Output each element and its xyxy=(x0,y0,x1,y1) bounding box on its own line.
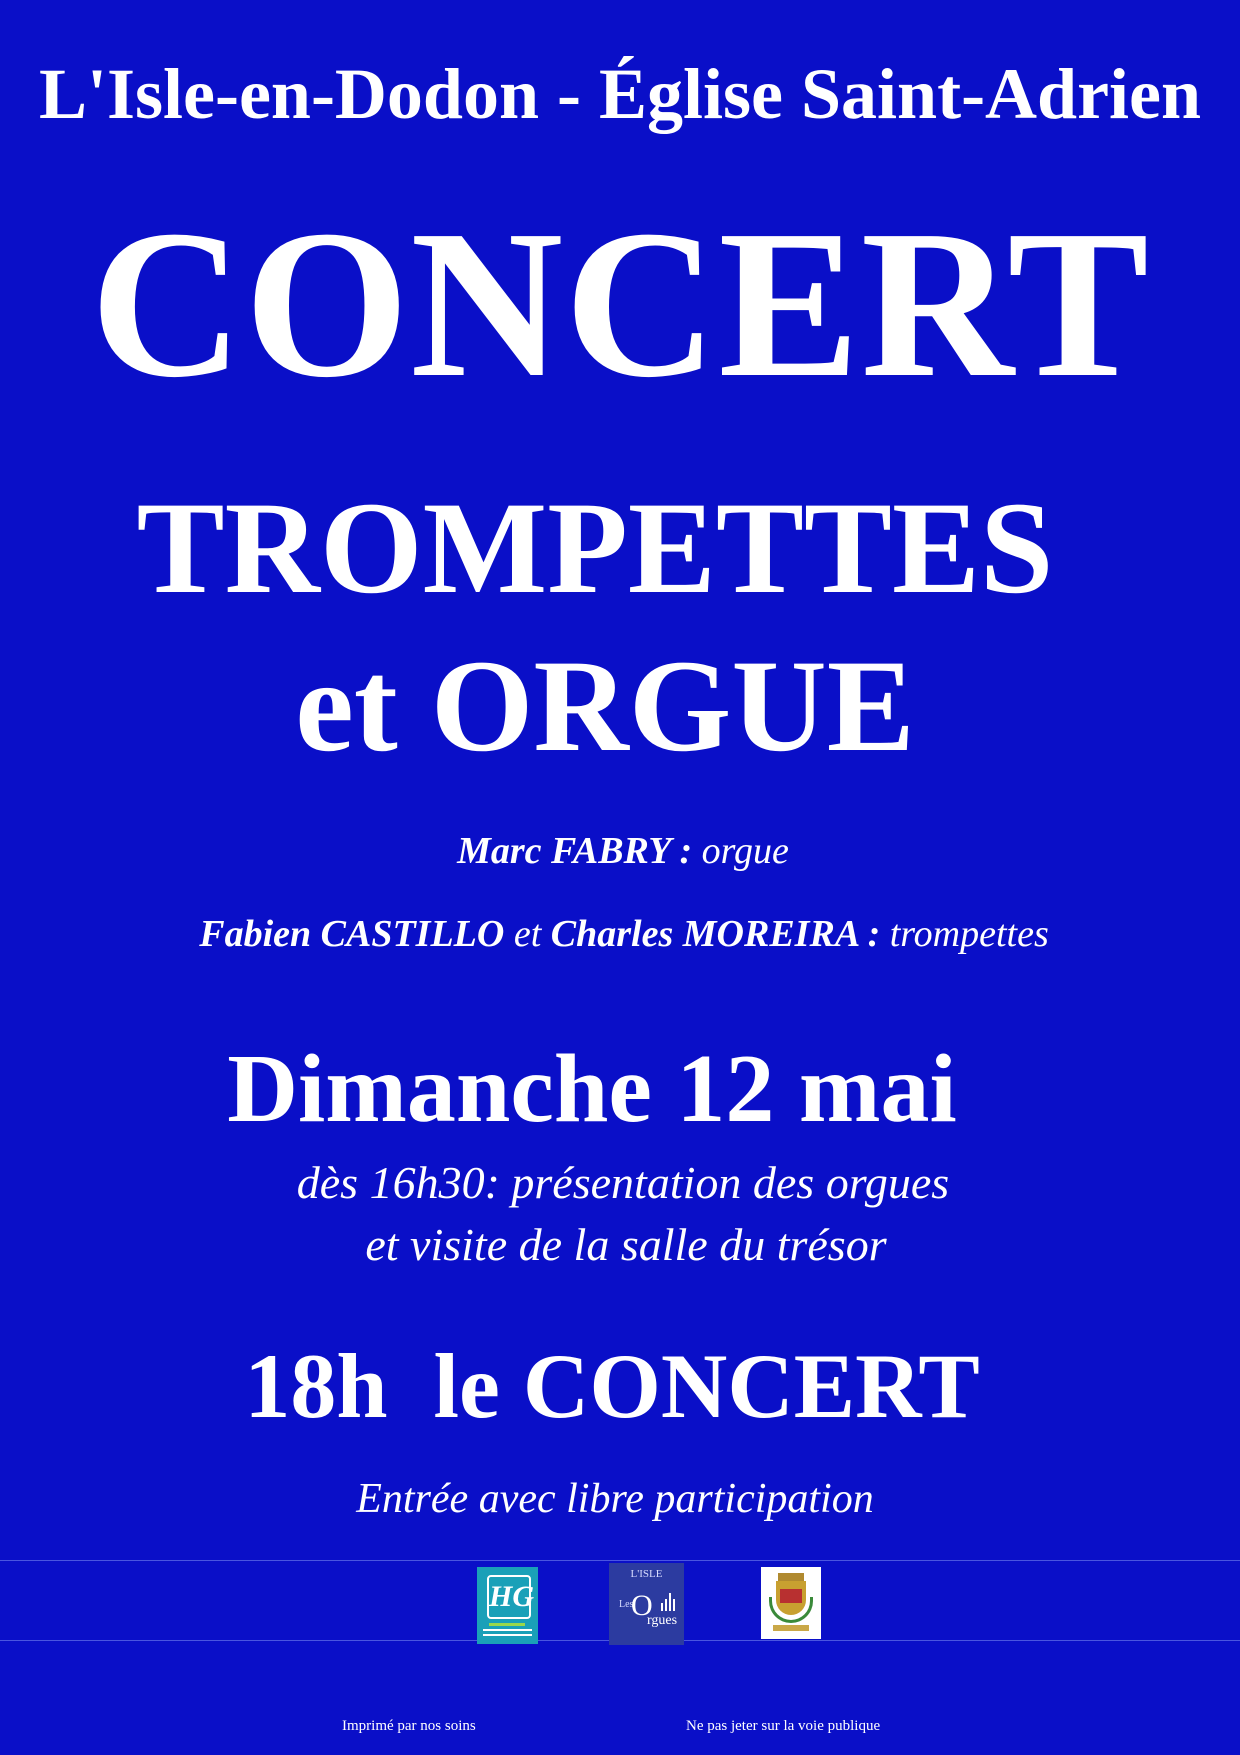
performer-organist xyxy=(3,832,1240,870)
organist-role: orgue xyxy=(692,830,789,872)
organist-name: Marc FABRY : xyxy=(457,830,693,872)
haute-garonne-logo xyxy=(477,1567,538,1644)
organ-pipes-icon xyxy=(661,1593,677,1611)
hg-logo-text-lines xyxy=(483,1629,532,1631)
event-date: Dimanche 12 mai xyxy=(227,1035,957,1143)
crest-banner xyxy=(773,1625,809,1631)
presentation-line-1: dès 16h30: présentation des orgues xyxy=(296,1157,950,1208)
footer-printed-note: Imprimé par nos soins xyxy=(342,1718,476,1734)
trumpeter-1-name: Fabien CASTILLO xyxy=(199,913,505,955)
town-crest-logo xyxy=(761,1567,821,1639)
entry-info: Entrée avec libre participation xyxy=(356,1476,874,1522)
headline: CONCERT xyxy=(90,186,1150,421)
program-line-1: TROMPETTES xyxy=(136,474,1054,621)
les-orgues-logo xyxy=(609,1563,684,1645)
presentation-line-2: et visite de la salle du trésor xyxy=(365,1219,887,1270)
hg-logo-mark: HG xyxy=(487,1575,531,1619)
trumpeter-2-name: Charles MOREIRA : xyxy=(550,913,881,955)
orgues-logo-o: O xyxy=(631,1589,653,1622)
hg-logo-bar xyxy=(489,1623,525,1626)
shield-emblem xyxy=(780,1589,802,1603)
crown-icon xyxy=(778,1573,804,1581)
program-line-2: et ORGUE xyxy=(295,632,915,779)
footer-disposal-note: Ne pas jeter sur la voie publique xyxy=(686,1718,881,1734)
orgues-logo-les: Les xyxy=(619,1599,634,1610)
performer-trumpeters xyxy=(4,915,1240,953)
trumpeters-role: trompettes xyxy=(880,913,1049,955)
orgues-logo-top-text: L'ISLE xyxy=(630,1568,663,1580)
orgues-logo-rgues: rgues xyxy=(647,1613,678,1628)
conjunction: et xyxy=(504,913,551,955)
venue-title: L'Isle-en-Dodon - Église Saint-Adrien xyxy=(38,54,1202,134)
concert-time: 18h le CONCERT xyxy=(244,1335,980,1437)
divider-top xyxy=(0,1560,1240,1561)
